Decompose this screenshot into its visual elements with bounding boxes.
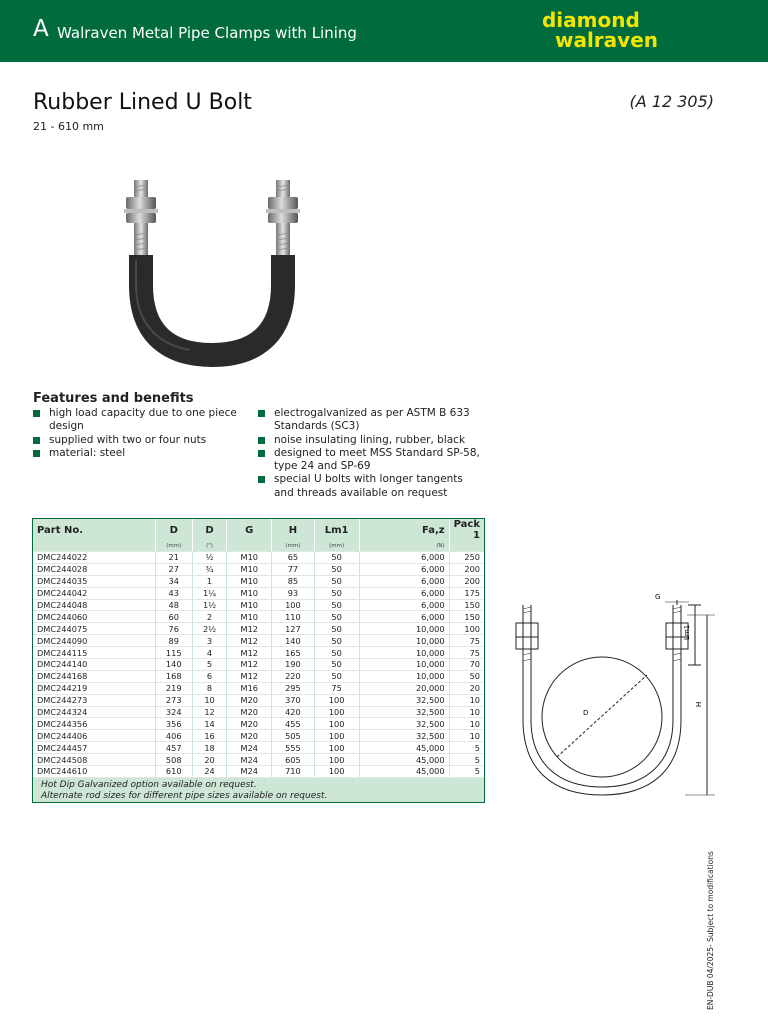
table-cell: 93 [272, 587, 315, 599]
table-cell: 356 [155, 718, 192, 730]
table-cell: DMC244219 [33, 682, 155, 694]
table-cell: 18 [192, 742, 227, 754]
technical-drawing [505, 585, 715, 800]
table-cell: ¾ [192, 563, 227, 575]
table-cell: 50 [314, 575, 359, 587]
table-cell: M10 [227, 611, 272, 623]
unit-cell: (mm) [314, 541, 359, 552]
table-cell: 168 [155, 670, 192, 682]
side-note: EN-DUB 04/2025- Subject to modifications [706, 851, 715, 1010]
table-cell: 3 [192, 635, 227, 647]
table-cell: 77 [272, 563, 315, 575]
table-note: Hot Dip Galvanized option available on request. [41, 779, 257, 790]
table-cell: DMC244457 [33, 742, 155, 754]
product-table [32, 518, 485, 803]
table-cell: 2½ [192, 623, 227, 635]
table-cell: 10,000 [359, 647, 449, 659]
label-lm1: Lm1 [683, 624, 691, 640]
table-row [33, 659, 484, 671]
table-cell: M12 [227, 623, 272, 635]
feature-item: supplied with two or four nuts [33, 434, 248, 447]
table-cell: 175 [449, 587, 484, 599]
table-cell: 75 [449, 635, 484, 647]
table-row [33, 611, 484, 623]
brand-line-2: walraven [554, 28, 658, 52]
table-row [33, 730, 484, 742]
feature-item: high load capacity due to one piece design [33, 407, 248, 434]
table-cell: 1 [192, 575, 227, 587]
table-cell: M20 [227, 694, 272, 706]
table-cell: 50 [314, 587, 359, 599]
table-cell: 10 [449, 706, 484, 718]
table-cell: M16 [227, 682, 272, 694]
table-cell: DMC244060 [33, 611, 155, 623]
table-cell: 14 [192, 718, 227, 730]
table-row [33, 718, 484, 730]
table-cell: 50 [314, 670, 359, 682]
table-cell: 32,500 [359, 730, 449, 742]
product-title: Rubber Lined U Bolt [33, 90, 252, 115]
table-cell: 219 [155, 682, 192, 694]
table-cell: M10 [227, 587, 272, 599]
table-cell: 110 [272, 611, 315, 623]
table-body [33, 541, 484, 777]
unit-cell [33, 541, 155, 552]
table-cell: 50 [314, 659, 359, 671]
feature-item: noise insulating lining, rubber, black [258, 434, 483, 447]
table-cell: 10,000 [359, 623, 449, 635]
product-code: (A 12 305) [629, 92, 714, 111]
table-cell: 100 [314, 694, 359, 706]
table-cell: 1½ [192, 599, 227, 611]
table-cell: 127 [272, 623, 315, 635]
label-d: D [583, 709, 589, 717]
table-row [33, 766, 484, 778]
table-cell: 50 [314, 647, 359, 659]
table-cell: 50 [314, 611, 359, 623]
table-cell: 420 [272, 706, 315, 718]
table-cell: M24 [227, 766, 272, 778]
table-cell: 457 [155, 742, 192, 754]
table-cell: M12 [227, 635, 272, 647]
units-row [33, 541, 484, 552]
table-cell: 70 [449, 659, 484, 671]
table-cell: 32,500 [359, 706, 449, 718]
table-row [33, 552, 484, 564]
table-cell: 6,000 [359, 611, 449, 623]
table-cell: M10 [227, 552, 272, 564]
table-cell: 5 [192, 659, 227, 671]
table-cell: 508 [155, 754, 192, 766]
table-cell: 605 [272, 754, 315, 766]
table-row [33, 682, 484, 694]
unit-cell [449, 541, 484, 552]
table-cell: 75 [314, 682, 359, 694]
table-cell: M10 [227, 575, 272, 587]
table-cell: DMC244028 [33, 563, 155, 575]
table-cell: 32,500 [359, 718, 449, 730]
table-cell: M20 [227, 718, 272, 730]
table-row [33, 575, 484, 587]
col-header-fa-z: Fa,z [359, 519, 449, 541]
table-cell: 115 [155, 647, 192, 659]
table-cell: 406 [155, 730, 192, 742]
unit-cell [227, 541, 272, 552]
table-note: Alternate rod sizes for different pipe sizes available on request. [41, 790, 328, 801]
table-cell: 24 [192, 766, 227, 778]
table-cell: 455 [272, 718, 315, 730]
table-cell: 190 [272, 659, 315, 671]
table-cell: 100 [314, 754, 359, 766]
unit-cell: (mm) [155, 541, 192, 552]
table-cell: DMC244035 [33, 575, 155, 587]
table-cell: 34 [155, 575, 192, 587]
table-cell: DMC244022 [33, 552, 155, 564]
table-cell: 32,500 [359, 694, 449, 706]
table-cell: 10,000 [359, 670, 449, 682]
table-cell: 6,000 [359, 599, 449, 611]
table-cell: M20 [227, 706, 272, 718]
features-column-2 [258, 407, 483, 500]
table-cell: 150 [449, 599, 484, 611]
table-cell: 76 [155, 623, 192, 635]
table-cell: 45,000 [359, 766, 449, 778]
table-cell: 85 [272, 575, 315, 587]
features-title: Features and benefits [33, 391, 194, 406]
table-cell: 6,000 [359, 552, 449, 564]
feature-item: electrogalvanized as per ASTM B 633 Standards (SC3) [258, 407, 483, 434]
table-cell: M10 [227, 599, 272, 611]
table-cell: 8 [192, 682, 227, 694]
table-cell: 50 [314, 563, 359, 575]
section-title: Walraven Metal Pipe Clamps with Lining [57, 24, 357, 42]
product-range: 21 - 610 mm [33, 120, 104, 133]
table-cell: M20 [227, 730, 272, 742]
label-g: G [655, 593, 661, 601]
table-cell: 5 [449, 754, 484, 766]
table-row [33, 563, 484, 575]
table-row [33, 599, 484, 611]
table-row [33, 706, 484, 718]
table-cell: 6 [192, 670, 227, 682]
table-cell: 16 [192, 730, 227, 742]
table-cell: 50 [314, 635, 359, 647]
table-cell: 45,000 [359, 742, 449, 754]
table-cell: DMC244168 [33, 670, 155, 682]
table-cell: 21 [155, 552, 192, 564]
table-cell: 10,000 [359, 635, 449, 647]
table-cell: DMC244090 [33, 635, 155, 647]
table-cell: 2 [192, 611, 227, 623]
table-cell: 10 [449, 718, 484, 730]
table-row [33, 694, 484, 706]
unit-cell: (") [192, 541, 227, 552]
table-cell: 200 [449, 575, 484, 587]
table-cell: DMC244115 [33, 647, 155, 659]
table-cell: 250 [449, 552, 484, 564]
brand-logo [542, 10, 658, 50]
table-cell: 100 [272, 599, 315, 611]
table-cell: DMC244042 [33, 587, 155, 599]
table-cell: 220 [272, 670, 315, 682]
table-cell: M12 [227, 670, 272, 682]
table-cell: 6,000 [359, 563, 449, 575]
col-header-g: G [227, 519, 272, 541]
table-cell: DMC244273 [33, 694, 155, 706]
table-cell: 100 [314, 730, 359, 742]
table-cell: 100 [314, 706, 359, 718]
label-h: H [695, 701, 703, 707]
table-cell: ½ [192, 552, 227, 564]
table-cell: 610 [155, 766, 192, 778]
table-cell: 273 [155, 694, 192, 706]
table-cell: DMC244406 [33, 730, 155, 742]
table-cell: 10,000 [359, 659, 449, 671]
table-cell: 4 [192, 647, 227, 659]
table-cell: 10 [449, 730, 484, 742]
table-cell: 45,000 [359, 754, 449, 766]
table-cell: 710 [272, 766, 315, 778]
col-header-lm1: Lm1 [314, 519, 359, 541]
table-cell: DMC244324 [33, 706, 155, 718]
u-bolt-photo [120, 175, 310, 375]
table-cell: M24 [227, 742, 272, 754]
table-cell: M10 [227, 563, 272, 575]
table-cell: DMC244610 [33, 766, 155, 778]
table-cell: 165 [272, 647, 315, 659]
table-cell: 555 [272, 742, 315, 754]
table-cell: 10 [449, 694, 484, 706]
table-cell: 50 [314, 552, 359, 564]
table-cell: 20 [192, 754, 227, 766]
table-cell: 48 [155, 599, 192, 611]
table-cell: M12 [227, 647, 272, 659]
table-cell: 50 [449, 670, 484, 682]
features-column-1 [33, 407, 248, 460]
table-row [33, 623, 484, 635]
table-cell: M24 [227, 754, 272, 766]
table-row [33, 742, 484, 754]
brand-line-1: diamond [541, 8, 640, 32]
col-header-pack: Pack 1 [449, 519, 484, 541]
table-cell: DMC244140 [33, 659, 155, 671]
table-cell: 150 [449, 611, 484, 623]
table-cell: DMC244508 [33, 754, 155, 766]
table-cell: DMC244075 [33, 623, 155, 635]
table-row [33, 647, 484, 659]
table-cell: 5 [449, 742, 484, 754]
table-notes [33, 778, 484, 804]
table-cell: 50 [314, 623, 359, 635]
table-cell: 295 [272, 682, 315, 694]
table-cell: 6,000 [359, 575, 449, 587]
table-cell: 12 [192, 706, 227, 718]
table-row [33, 587, 484, 599]
table-cell: 100 [314, 742, 359, 754]
table-row [33, 754, 484, 766]
feature-item: special U bolts with longer tangents and threads available on request [258, 473, 483, 500]
table-row [33, 635, 484, 647]
table-cell: 60 [155, 611, 192, 623]
table-cell: 43 [155, 587, 192, 599]
table-cell: 89 [155, 635, 192, 647]
feature-item: material: steel [33, 447, 248, 460]
col-header-part-no: Part No. [33, 519, 155, 541]
table-cell: 324 [155, 706, 192, 718]
unit-cell: (N) [359, 541, 449, 552]
table-cell: 505 [272, 730, 315, 742]
table-cell: 20,000 [359, 682, 449, 694]
table-cell: 100 [449, 623, 484, 635]
table-cell: 140 [272, 635, 315, 647]
header-bar [0, 0, 768, 62]
table-cell: 50 [314, 599, 359, 611]
table-cell: 65 [272, 552, 315, 564]
table-cell: 10 [192, 694, 227, 706]
table-cell: M12 [227, 659, 272, 671]
table-row [33, 670, 484, 682]
table-cell: 6,000 [359, 587, 449, 599]
section-letter: A [33, 16, 49, 42]
col-header-h: H [272, 519, 315, 541]
col-header-d-inch: D [192, 519, 227, 541]
table-cell: 370 [272, 694, 315, 706]
table-cell: 27 [155, 563, 192, 575]
table-cell: 5 [449, 766, 484, 778]
table-cell: 75 [449, 647, 484, 659]
table-cell: 20 [449, 682, 484, 694]
col-header-d-mm: D [155, 519, 192, 541]
feature-item: designed to meet MSS Standard SP-58, type 24 and SP-69 [258, 447, 483, 474]
table-cell: 1¼ [192, 587, 227, 599]
unit-cell: (mm) [272, 541, 315, 552]
table-cell: DMC244356 [33, 718, 155, 730]
table-cell: 100 [314, 766, 359, 778]
table-cell: 200 [449, 563, 484, 575]
table-cell: 100 [314, 718, 359, 730]
table-cell: DMC244048 [33, 599, 155, 611]
table-cell: 140 [155, 659, 192, 671]
